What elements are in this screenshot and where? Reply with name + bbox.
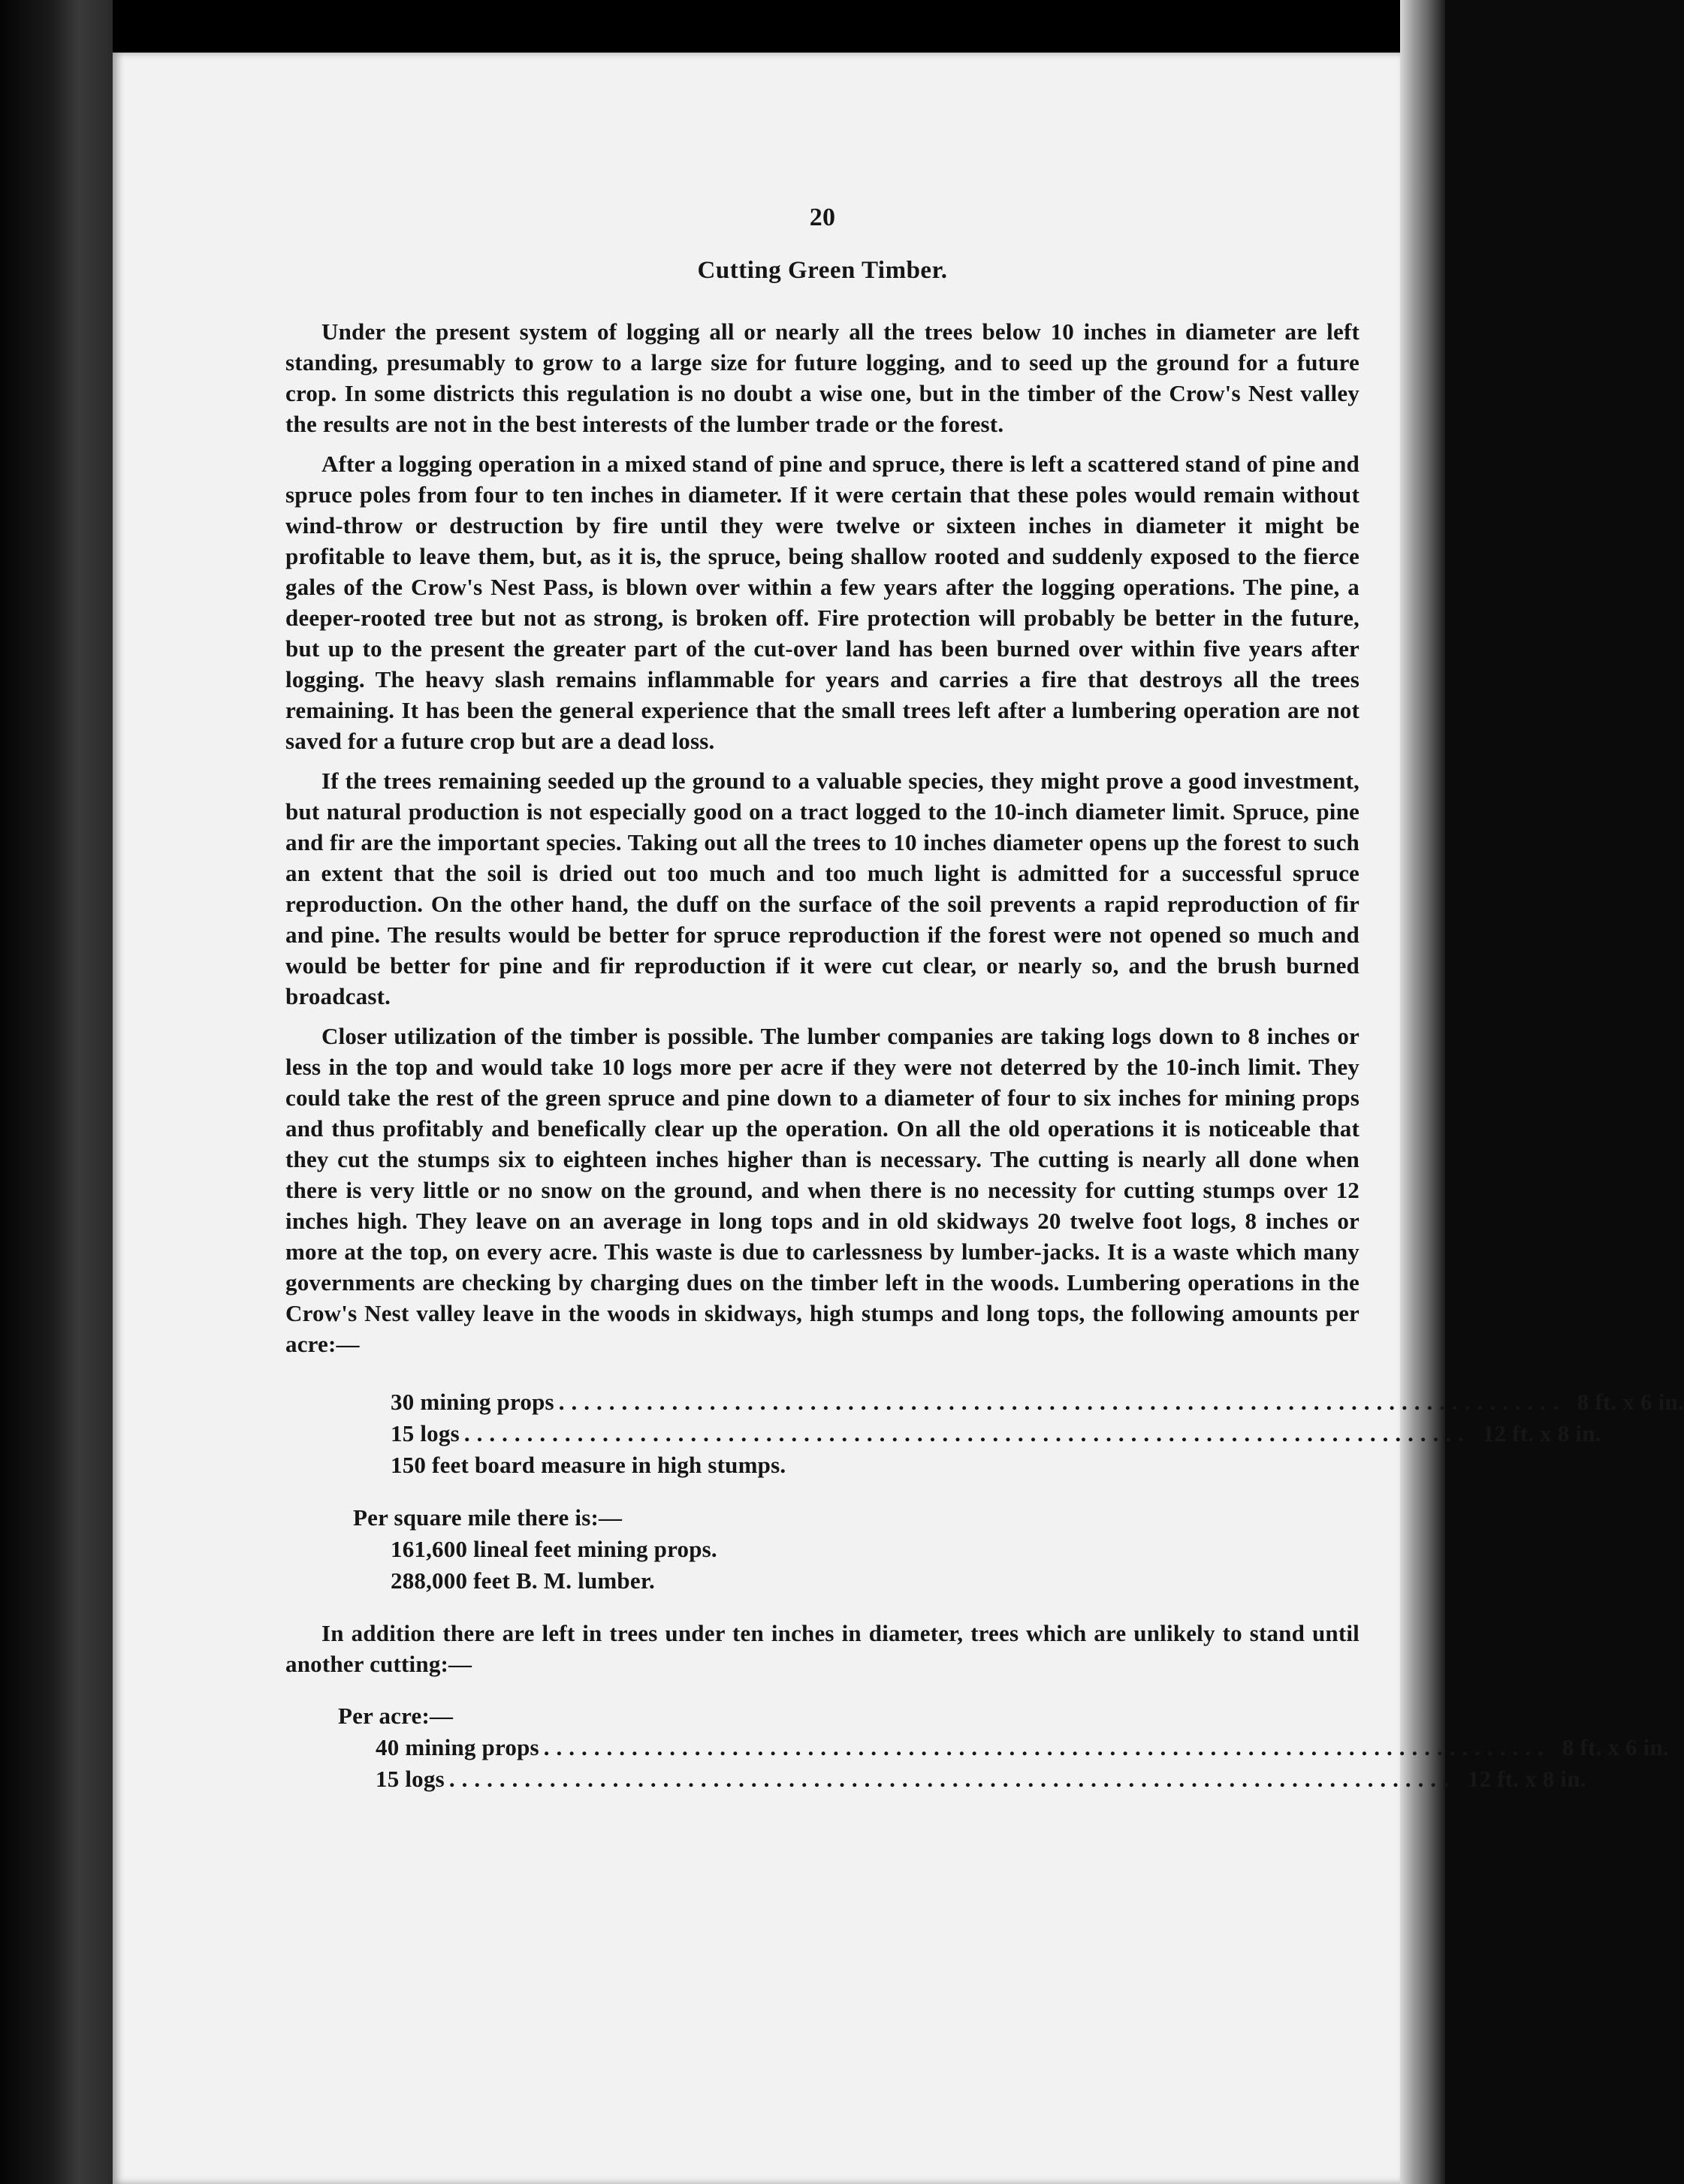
dot-leader: ................................................................................ bbox=[448, 1766, 1456, 1792]
waste-per-acre-table bbox=[285, 1386, 1684, 1481]
scan-top-edge bbox=[113, 0, 1445, 53]
table-row bbox=[391, 1386, 1684, 1418]
row-item: 40 mining props bbox=[376, 1734, 539, 1760]
dot-leader: ................................................................................ bbox=[463, 1420, 1471, 1446]
per-square-mile-label: Per square mile there is:— bbox=[353, 1504, 623, 1531]
per-square-mile-block bbox=[285, 1502, 1360, 1597]
paragraph-1: Under the present system of logging all or nearly all the trees below 10 inches in diameter are left standing, presumably to grow to a large size for future logging, and to seed up the ground for a future crop. In some districts this regulation is no doubt a wise one, but in the timber of the Crow's Nest valley the results are not in the best interests of the lumber trade or the forest. bbox=[285, 318, 1360, 437]
addition-paragraph: In addition there are left in trees under ten inches in diameter, trees which are unlikely to stand until another cutting:— bbox=[285, 1620, 1360, 1677]
section-title: Cutting Green Timber. bbox=[697, 257, 948, 284]
table-row bbox=[338, 1763, 1586, 1795]
scan-right-edge bbox=[1400, 0, 1445, 2184]
row-item: 30 mining props bbox=[391, 1389, 554, 1415]
table-row bbox=[391, 1418, 1601, 1449]
row-size: 12 ft. x 8 in. bbox=[1467, 1766, 1586, 1792]
table-extra-line: 150 feet board measure in high stumps. bbox=[391, 1452, 786, 1478]
row-size: 8 ft. x 6 in. bbox=[1562, 1734, 1669, 1760]
document-page bbox=[113, 53, 1684, 2184]
paragraph-4: Closer utilization of the timber is possible. The lumber companies are taking logs down to 8 inches or less in the top and would take 10 logs more per acre if they were not deterred by the 10-inch limit. They could take the rest of the green spruce and pine down to a diameter of four to six inches for mining props and thus profitably and benefically clear up the operation. On all the old operations it is noticeable that they cut the stumps six to eighteen inches higher than is necessary. The cutting is nearly all done when there is very little or no snow on the ground, and when there is no necessity for cutting stumps over 12 inches high. They leave on an average in long tops and in old skidways 20 twelve foot logs, 8 inches or more at the top, on every acre. This waste is due to carlessness by lumber-jacks. It is a waste which many governments are checking by charging dues on the timber left in the woods. Lumbering operations in the Crow's Nest valley leave in the woods in skidways, high stumps and long tops, the following amounts per acre:— bbox=[285, 1023, 1360, 1357]
dot-leader: ................................................................................ bbox=[543, 1734, 1550, 1760]
row-item: 15 logs bbox=[376, 1766, 445, 1792]
table-row bbox=[338, 1732, 1669, 1763]
scan-left-edge bbox=[0, 0, 113, 2184]
row-item: 15 logs bbox=[391, 1420, 460, 1446]
paragraph-3: If the trees remaining seeded up the ground to a valuable species, they might prove a good investment, but natural production is not especially good on a tract logged to the 10-inch diameter limit. Spruce, pine and fir are the important species. Taking out all the trees to 10 inches diameter opens up the forest to such an extent that the soil is dried out too much and too much light is admitted for a successful spruce reproduction. On the other hand, the duff on the surface of the soil prevents a rapid reproduction of fir and pine. The results would be better for spruce reproduction if the forest were not opened so much and would be better for pine and fir reproduction if it were cut clear, or nearly so, and the brush burned broadcast. bbox=[285, 768, 1360, 1009]
per-acre-label: Per acre:— bbox=[338, 1703, 454, 1729]
page-content bbox=[285, 203, 1684, 1816]
page-number: 20 bbox=[809, 204, 836, 231]
per-acre-block bbox=[285, 1700, 1669, 1795]
dot-leader: ................................................................................ bbox=[558, 1389, 1565, 1415]
per-square-mile-line: 288,000 feet B. M. lumber. bbox=[391, 1567, 655, 1594]
per-square-mile-line: 161,600 lineal feet mining props. bbox=[391, 1536, 717, 1562]
paragraph-2: After a logging operation in a mixed stand of pine and spruce, there is left a scattered stand of pine and spruce poles from four to ten inches in diameter. If it were certain that these poles would remain without wind-throw or destruction by fire until they were twelve or sixteen inches in diameter it might be profitable to leave them, but, as it is, the spruce, being shallow rooted and suddenly exposed to the fierce gales of the Crow's Nest Pass, is blown over within a few years after the logging operations. The pine, a deeper-rooted tree but not as strong, is broken off. Fire protection will probably be better in the future, but up to the present the greater part of the cut-over land has been burned over within five years after logging. The heavy slash remains inflammable for years and carries a fire that destroys all the trees remaining. It has been the general experience that the small trees left after a lumbering operation are not saved for a future crop but are a dead loss. bbox=[285, 451, 1360, 754]
row-size: 12 ft. x 8 in. bbox=[1482, 1420, 1601, 1446]
row-size: 8 ft. x 6 in. bbox=[1577, 1389, 1684, 1415]
